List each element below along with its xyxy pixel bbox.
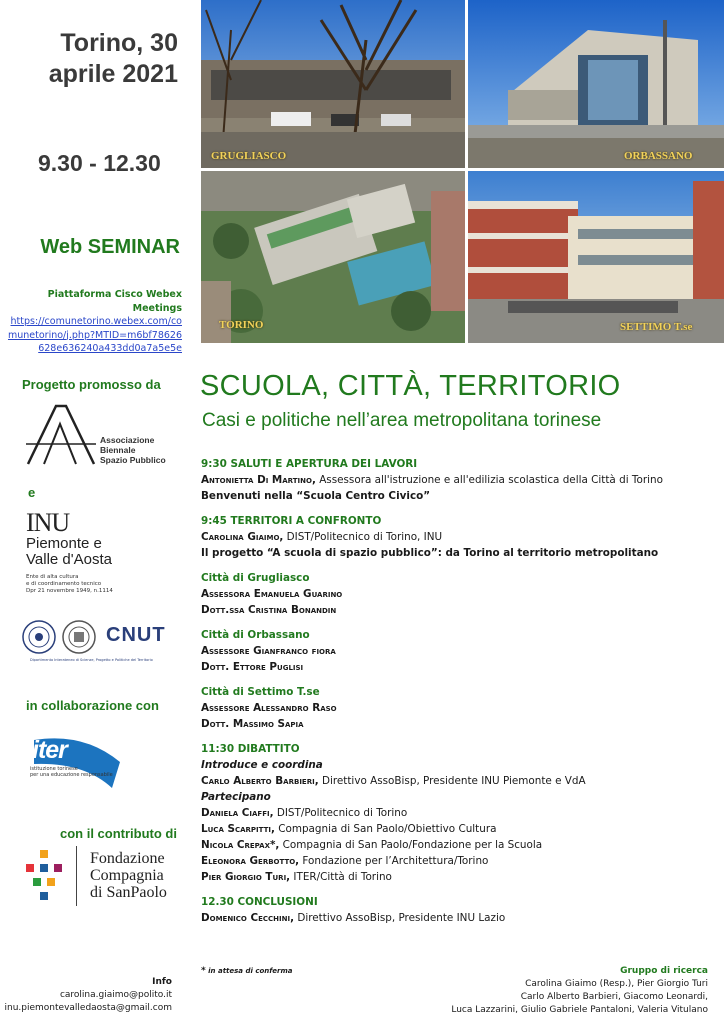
speaker-role: Compagnia di San Paolo/Obiettivo Cultura bbox=[274, 823, 497, 835]
city-heading: Città di Orbassano bbox=[201, 629, 310, 641]
speaker-role: Direttivo AssoBisp, Presidente INU Piemonte e VdA bbox=[318, 775, 586, 787]
group-line: Carlo Alberto Barbieri, Giacomo Leonardi, bbox=[520, 992, 708, 1002]
speaker-role: DIST/Politecnico di Torino, INU bbox=[283, 531, 443, 543]
fondazione-mark-icon bbox=[26, 850, 66, 904]
note-text: in attesa di conferma bbox=[208, 967, 293, 975]
session-heading: 11:30 DIBATTITO bbox=[201, 743, 300, 755]
speaker-name: Dott. Massimo Sapia bbox=[201, 718, 304, 730]
photo-label: ORBASSANO bbox=[624, 150, 693, 162]
seal-icon bbox=[22, 620, 56, 654]
city-heading: Città di Settimo T.se bbox=[201, 686, 320, 698]
assoc-name-line: Associazione bbox=[100, 435, 155, 445]
speaker-name: Domenico Cecchini, bbox=[201, 912, 295, 924]
info-email[interactable]: inu.piemontevalledaosta@gmail.com bbox=[4, 1003, 172, 1013]
assoc-name-line: Biennale bbox=[100, 445, 136, 455]
dist-caption: Dipartimento Interateneo di Scienze, Progetto e Politiche del Territorio bbox=[30, 658, 153, 662]
speaker-role: Direttivo AssoBisp, Presidente INU Lazio bbox=[294, 912, 506, 924]
fondazione-line: Fondazione bbox=[90, 850, 165, 867]
session-heading: 9:30 SALUTI E APERTURA DEI LAVORI bbox=[201, 458, 418, 470]
group-label: Gruppo di ricerca bbox=[620, 966, 708, 976]
photo-label: GRUGLIASCO bbox=[211, 150, 287, 162]
assoc-biennale-logo bbox=[26, 404, 186, 466]
speaker-name: Assessore Gianfranco fiora bbox=[201, 645, 336, 657]
city-heading: Città di Grugliasco bbox=[201, 572, 310, 584]
page-subtitle: Casi e politiche nell’area metropolitana torinese bbox=[202, 410, 602, 431]
speaker-name: Carlo Alberto Barbieri, bbox=[201, 775, 319, 787]
group-line: Carolina Giaimo (Resp.), Pier Giorgio Turi bbox=[525, 979, 708, 989]
speaker-name: Dott.ssa Cristina Bonandin bbox=[201, 604, 337, 616]
iter-caption-line: istituzione torinese bbox=[30, 766, 78, 772]
promoted-by-label: Progetto promosso da bbox=[22, 377, 161, 392]
role-heading: Introduce e coordina bbox=[201, 759, 323, 771]
photo-torino bbox=[201, 171, 465, 343]
inu-title: INU bbox=[26, 508, 70, 537]
speaker-name: Luca Scarpitti, bbox=[201, 823, 275, 835]
photo-orbassano bbox=[468, 0, 724, 168]
speaker-name: Carolina Giaimo, bbox=[201, 531, 284, 543]
iter-logo-text: iter bbox=[32, 736, 67, 764]
event-format: Web SEMINAR bbox=[40, 236, 180, 258]
speaker-role: ITER/Città di Torino bbox=[290, 871, 392, 883]
speaker-role: Assessora all'istruzione e all'edilizia scolastica della Città di Torino bbox=[315, 474, 663, 486]
info-label: Info bbox=[152, 977, 172, 987]
photo-collage bbox=[201, 0, 724, 343]
info-block bbox=[0, 976, 172, 1015]
speaker-name: Daniela Ciaffi, bbox=[201, 807, 274, 819]
platform-label: Piattaforma Cisco Webex Meetings bbox=[47, 289, 182, 314]
inu-logo bbox=[26, 510, 186, 600]
talk-title: Benvenuti nella “Scuola Centro Civico” bbox=[201, 490, 431, 502]
photo-settimo bbox=[468, 171, 724, 343]
info-email[interactable]: carolina.giaimo@polito.it bbox=[59, 990, 172, 1000]
event-date: Torino, 30 aprile 2021 bbox=[48, 29, 178, 88]
and-label: e bbox=[28, 485, 36, 500]
inu-note-line: Ente di alta cultura bbox=[26, 574, 79, 580]
seal-icon bbox=[62, 620, 96, 654]
fondazione-line: Compagnia bbox=[90, 867, 164, 884]
fondazione-line: di SanPaolo bbox=[90, 884, 167, 901]
speaker-role: Compagnia di San Paolo/Fondazione per la Scuola bbox=[279, 839, 543, 851]
contrib-label: con il contributo di bbox=[60, 826, 177, 841]
dist-logos bbox=[22, 620, 182, 666]
iter-logo bbox=[24, 732, 128, 788]
speaker-role: DIST/Politecnico di Torino bbox=[273, 807, 408, 819]
dist-logo-text: CNUT bbox=[106, 624, 166, 646]
session-heading: 12.30 CONCLUSIONI bbox=[201, 896, 318, 908]
platform-link[interactable]: https://comunetorino.webex.com/comunetorino/j.php?MTID=m6bf78626628e636240a433dd0a7a5e5e bbox=[7, 316, 182, 354]
fondazione-logo bbox=[26, 846, 186, 910]
collab-label: in collaborazione con bbox=[26, 698, 159, 713]
inu-note-line: e di coordinamento tecnico bbox=[26, 581, 102, 587]
event-time: 9.30 - 12.30 bbox=[38, 150, 161, 176]
speaker-name: Dott. Ettore Puglisi bbox=[201, 661, 304, 673]
photo-label: TORINO bbox=[219, 319, 264, 331]
speaker-name: Pier Giorgio Turi, bbox=[201, 871, 291, 883]
inu-sub-line: Piemonte e bbox=[26, 535, 102, 552]
talk-title: Il progetto “A scuola di spazio pubblico”: da Torino al territorio metropolitano bbox=[201, 547, 659, 559]
research-group bbox=[400, 965, 708, 1017]
iter-caption-line: per una educazione responsabile bbox=[30, 772, 113, 778]
role-heading: Partecipano bbox=[201, 791, 271, 803]
speaker-name: Assessore Alessandro Raso bbox=[201, 702, 337, 714]
platform-block bbox=[4, 288, 182, 356]
session-heading: 9:45 TERRITORI A CONFRONTO bbox=[201, 515, 382, 527]
speaker-name: Eleonora Gerbotto, bbox=[201, 855, 300, 867]
group-line: Luca Lazzarini, Giulio Gabriele Pantaloni, Valeria Vitulano bbox=[451, 1005, 708, 1015]
photo-label: SETTIMO T.se bbox=[620, 321, 693, 333]
note-star: * bbox=[201, 966, 206, 976]
photo-grugliasco bbox=[201, 0, 465, 168]
confirmation-note bbox=[201, 966, 293, 976]
speaker-role: Fondazione per l’Architettura/Torino bbox=[299, 855, 489, 867]
inu-sub-line: Valle d'Aosta bbox=[26, 551, 112, 568]
assoc-name-line: Spazio Pubblico bbox=[100, 455, 166, 465]
page-title: SCUOLA, CITTÀ, TERRITORIO bbox=[200, 370, 621, 402]
program bbox=[201, 456, 721, 926]
speaker-name: Assessora Emanuela Guarino bbox=[201, 588, 343, 600]
speaker-name: Nicola Crepax*, bbox=[201, 839, 280, 851]
inu-note-line: Dpr 21 novembre 1949, n.1114 bbox=[26, 588, 113, 594]
speaker-name: Antonietta Di Martino, bbox=[201, 474, 316, 486]
